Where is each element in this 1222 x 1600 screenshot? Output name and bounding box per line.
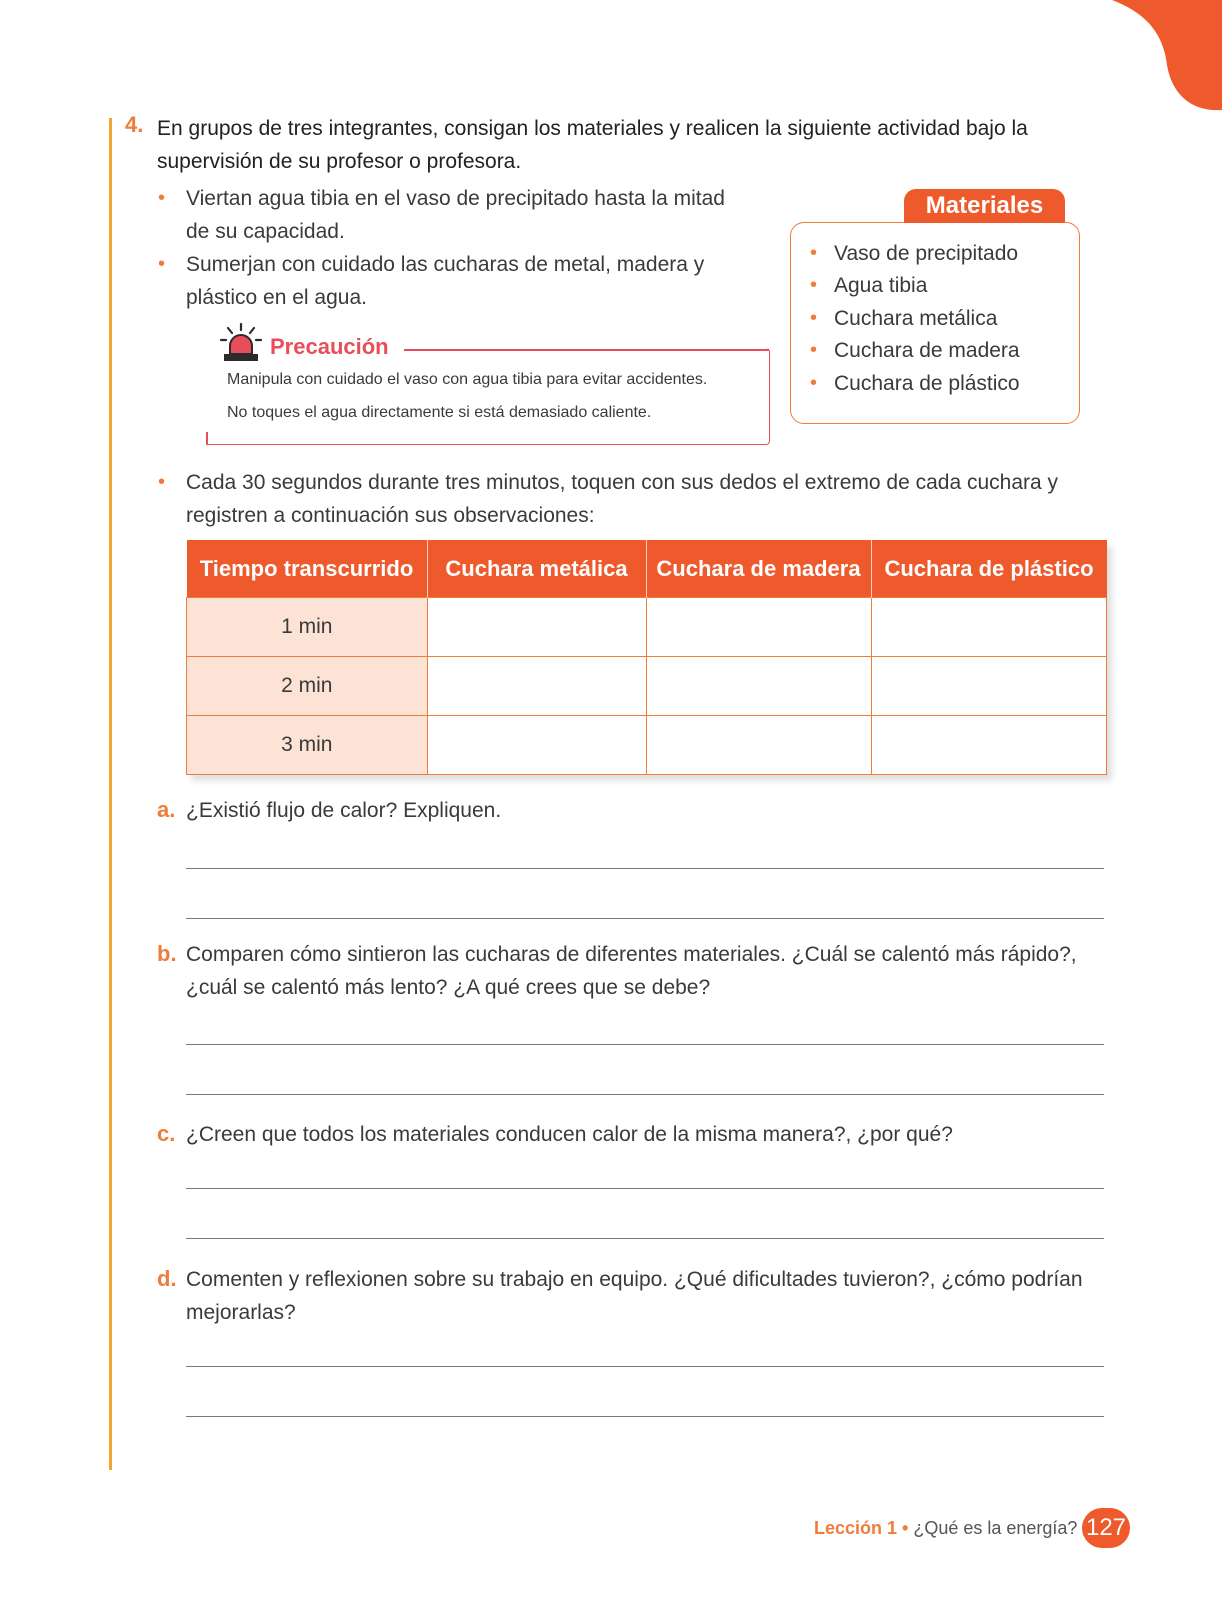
subquestion-letter: d.	[157, 1266, 177, 1291]
materials-item: • Cuchara de madera	[810, 339, 1020, 362]
materials-item: • Agua tibia	[810, 274, 928, 297]
materials-title: Materiales	[904, 189, 1065, 223]
question-text: En grupos de tres integrantes, consigan los materiales y realicen la siguiente actividad bajo la supervisión de su profesor o profesora.	[157, 117, 1028, 173]
materials-item: • Vaso de precipitado	[810, 242, 1019, 265]
subquestion-letter: c.	[157, 1121, 176, 1146]
table-header: Tiempo transcurrido	[187, 540, 428, 598]
bullet-icon: •	[810, 372, 818, 394]
precaution-frame	[206, 348, 770, 445]
step-item: • Viertan agua tibia en el vaso de precipitado hasta la mitad de su capacidad.	[186, 182, 726, 248]
materials-item: • Cuchara metálica	[810, 307, 998, 330]
lesson-label: Lección 1	[814, 1518, 898, 1538]
answer-cell[interactable]	[871, 598, 1107, 657]
precaution-title: Precaución	[270, 334, 389, 359]
answer-cell[interactable]	[646, 657, 871, 716]
answer-line[interactable]	[186, 1416, 1104, 1417]
step-item: • Sumerjan con cuidado las cucharas de metal, madera y plástico en el agua.	[186, 248, 726, 314]
answer-cell[interactable]	[646, 598, 871, 657]
answer-cell[interactable]	[427, 716, 646, 775]
answer-cell[interactable]	[427, 598, 646, 657]
subquestion-text: ¿Existió flujo de calor? Expliquen.	[186, 799, 502, 822]
bullet-icon: •	[158, 253, 166, 275]
answer-line[interactable]	[186, 1238, 1104, 1239]
answer-cell[interactable]	[427, 657, 646, 716]
subquestion-text: ¿Creen que todos los materiales conducen calor de la misma manera?, ¿por qué?	[186, 1123, 953, 1146]
table-row	[187, 716, 1107, 775]
question-number: 4.	[125, 112, 144, 137]
subquestion-letter: a.	[157, 797, 176, 822]
alarm-light-icon	[219, 322, 263, 364]
table-header: Cuchara metálica	[427, 540, 646, 598]
margin-rule	[109, 118, 112, 1470]
answer-cell[interactable]	[871, 716, 1107, 775]
lesson-title: ¿Qué es la energía?	[913, 1518, 1078, 1538]
answer-line[interactable]	[186, 918, 1104, 919]
time-cell: 3 min	[187, 716, 428, 775]
subquestion-text: Comenten y reflexionen sobre su trabajo en equipo. ¿Qué dificultades tuvieron?, ¿cómo podrían mejorarlas?	[186, 1268, 1083, 1324]
answer-line[interactable]	[186, 1188, 1104, 1189]
bullet-icon: •	[810, 274, 818, 296]
table-header: Cuchara de plástico	[871, 540, 1107, 598]
subquestion-text: Comparen cómo sintieron las cucharas de diferentes materiales. ¿Cuál se calentó más rápido?, ¿cuál se calentó más lento? ¿A qué crees que se debe?	[186, 943, 1077, 999]
bullet-icon: •	[810, 339, 818, 361]
materials-item: • Cuchara de plástico	[810, 372, 1020, 395]
time-cell: 2 min	[187, 657, 428, 716]
bullet-icon: •	[810, 242, 818, 264]
precaution-line: No toques el agua directamente si está demasiado caliente.	[227, 404, 652, 421]
answer-line[interactable]	[186, 1044, 1104, 1045]
answer-line[interactable]	[186, 1366, 1104, 1367]
step-item: • Cada 30 segundos durante tres minutos, toquen con sus dedos el extremo de cada cuchara y registren a continuación sus observaciones:	[186, 466, 1106, 532]
precaution-frame-edge	[206, 432, 208, 445]
answer-cell[interactable]	[871, 657, 1107, 716]
table-header: Cuchara de madera	[646, 540, 871, 598]
table-row	[187, 657, 1107, 716]
footer-separator: •	[897, 1518, 914, 1538]
table-row	[187, 598, 1107, 657]
subquestion-letter: b.	[157, 941, 177, 966]
answer-line[interactable]	[186, 868, 1104, 869]
answer-cell[interactable]	[646, 716, 871, 775]
precaution-divider	[404, 349, 769, 351]
bullet-icon: •	[810, 307, 818, 329]
precaution-line: Manipula con cuidado el vaso con agua tibia para evitar accidentes.	[227, 371, 708, 388]
bullet-icon: •	[158, 187, 166, 209]
time-cell: 1 min	[187, 598, 428, 657]
bullet-icon: •	[158, 471, 166, 493]
table-header-row	[187, 540, 1107, 598]
answer-line[interactable]	[186, 1094, 1104, 1095]
corner-decoration	[1112, 0, 1222, 115]
observations-table	[186, 540, 1107, 775]
page-number: 127	[1082, 1508, 1130, 1548]
page-footer	[814, 1518, 1077, 1539]
